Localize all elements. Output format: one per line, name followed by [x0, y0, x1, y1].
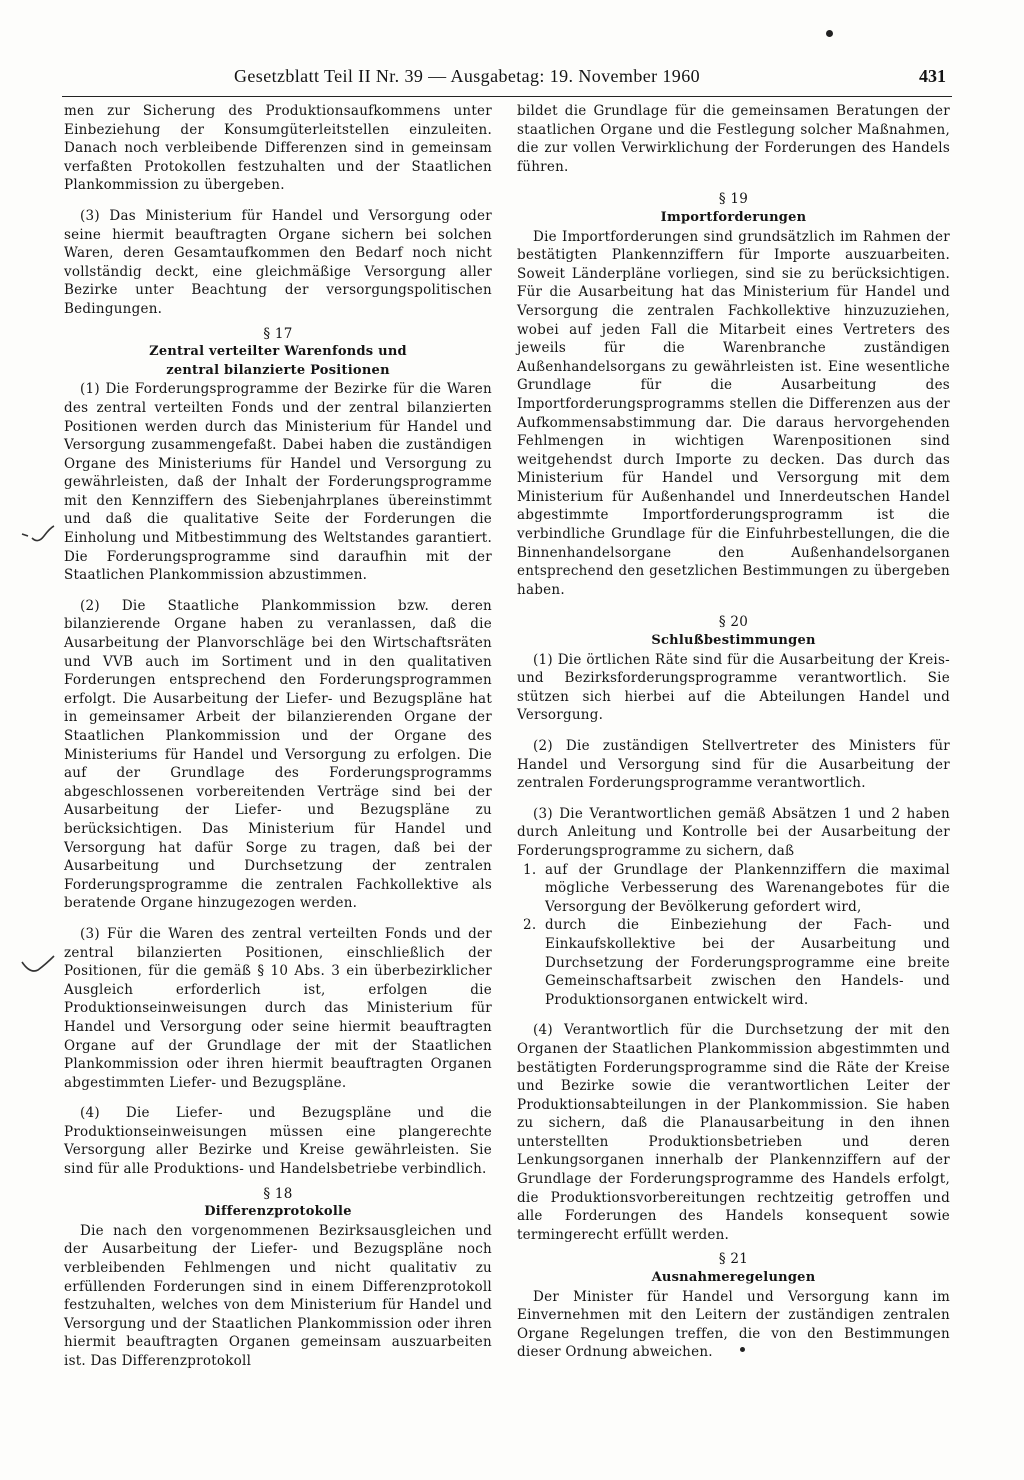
section-17-paragraph-2: (2) Die Staatliche Plankommission bzw. deren bilanzierende Organe haben zu veranlassen, daß die Ausarbeitung der Planvorschläge bei den Wirtschaftsräten und VVB auch im Sortiment und in den qualitativen Forderungen entsprechend den Forderungsprogrammen erfolgt. Die Ausarbeitung der Liefer- und Bezugspläne hat in gemeinsamer Arbeit der bilanzierenden Organe der Staatlichen Plankommission und der Organe des Ministeriums für Handel und Versorgung zu erfolgen. Die auf der Grundlage des Forderungsprogramms abgeschlossenen vorbereitenden Verträge sind bei der Ausarbeitung der Liefer- und Bezugspläne zu berücksichtigen. Das Ministerium für Handel und Versorgung hat dafür Sorge zu tragen, daß bei der Ausarbeitung und Durchsetzung der zentralen Forderungsprogramme die zentralen Fachkollektive als beratende Organe hinzugezogen werden. — [64, 597, 492, 912]
list-item-text: durch die Einbeziehung der Fach- und Einkaufskollektive bei der Ausarbeitung und Durchsetzung der Forderungsprogramme eine breite Gemeinschaftsarbeit zwischen den Handels- und Produktionsorganen entwickelt wird. — [545, 917, 950, 1008]
section-18-paragraph: Die nach den vorgenommenen Bezirksausgleichen und der Ausarbeitung der Liefer- und Bezugspläne noch verbleibenden Fehlmengen und nicht qualitativ zu erfüllenden Forderungen sind in einem Differenzprotokoll festzuhalten, welches von dem Ministerium für Handel und Versorgung und der Staatlichen Plankommission oder ihren hiermit beauftragten Organen gemeinsam auszuarbeiten ist. Das Differenzprotokoll — [64, 1222, 492, 1369]
page-header — [62, 62, 952, 97]
paragraph-continued: men zur Sicherung des Produktionsaufkommens unter Einbeziehung der Konsumgüterleitstellen einzuleiten. Danach noch verbleibende Differenzen sind in gemeinsam verfaßten Protokollen festzuhalten und der Staatlichen Plankommission zu übergeben. — [64, 103, 492, 194]
section-20-number: § 20 — [718, 614, 749, 631]
section-20-paragraph-4: (4) Verantwortlich für die Durchsetzung der mit den Organen der Staatlichen Plankommission abgestimmten und bestätigten Forderungsprogramme sind die Räte der Kreise und Bezirke sowie die verantwortlichen Leiter der Produktionsabteilungen in der Plankommission. Sie haben zu sichern, daß die Planausarbeitung in den ihnen unterstellten Produktionsbetrieben und deren Lenkungsorganen innerhalb der Plankennziffern auf der Grundlage der Forderungsprogramme des Handels erfolgt, die Produktionsvorbereitungen rechtzeitig getroffen und alle Forderungen des Handels konsequent sowie termingerecht erfüllt werden. — [517, 1022, 950, 1243]
section-17-title-line-1: Zentral verteilter Warenfonds und — [149, 344, 407, 360]
section-20-title: Schlußbestimmungen — [651, 633, 816, 649]
list-item — [517, 916, 950, 1009]
section-17-paragraph-4: (4) Die Liefer- und Bezugspläne und die Produktionseinweisungen müssen eine plangerechte Versorgung aller Bezirke und Kreise gewährleisten. Sie sind für alle Produktions- und Handelsbetriebe verbindlich. — [64, 1105, 492, 1178]
section-20-paragraph-2: (2) Die zuständigen Stellvertreter des Ministers für Handel und Versorgung sind für die Ausarbeitung der zentralen Forderungsprogramme verantwortlich. — [517, 738, 950, 792]
section-17-paragraph-1: (1) Die Forderungsprogramme der Bezirke für die Waren des zentral verteilten Fonds und der zentral bilanzierten Positionen werden durch das Ministerium für Handel und Versorgung zusammengefaßt. Dabei haben die zuständigen Organe des Ministeriums für Handel und Versorgung zu gewährleisten, daß der Inhalt der Forderungsprogramme mit den Kennziffern des Siebenjahrplanes übereinstimmt und daß die qualitative Seite der Forderungen die Einholung und Mitbestimmung des Weltstandes garantiert. Die Forderungsprogramme sind daraufhin mit der Staatlichen Plankommission abzustimmen. — [64, 381, 492, 584]
section-21-paragraph: Der Minister für Handel und Versorgung kann im Einvernehmen mit den Leitern der zuständigen zentralen Organe Regelungen treffen, die von den Bestimmungen dieser Ordnung abweichen. — [517, 1288, 950, 1361]
list-item — [517, 861, 950, 917]
section-17-number: § 17 — [263, 325, 293, 342]
list-item-number: 2. — [523, 917, 537, 934]
section-20-paragraph-1: (1) Die örtlichen Räte sind für die Ausarbeitung der Kreis- und Bezirksforderungsprogramme verantwortlich. Sie stützen sich hierbei auf die Abteilungen Handel und Versorgung. — [517, 651, 950, 724]
section-19-number: § 19 — [718, 191, 749, 208]
left-column — [64, 102, 492, 1371]
section-19-title: Importforderungen — [660, 209, 807, 225]
list-item-number: 1. — [523, 861, 537, 878]
margin-check-mark-icon — [18, 950, 58, 980]
section-19-paragraph: Die Importforderungen sind grundsätzlich im Rahmen der bestätigten Plankennziffern für Importe auszuarbeiten. Soweit Länderpläne vorliegen, sind sie zu berücksichtigen. Für die Ausarbeitung hat das Ministerium für Handel und Versorgung die zentralen Fachkollektive hinzuzuziehen, wobei auf jeden Fall die Mitarbeit eines Vertreters des jeweils für die Warenbranche zuständigen Außenhandelsorgans zu gewährleisten ist. Eine wesentliche Grundlage für die Ausarbeitung des Importforderungsprogramms stellen die Differenzen aus der Aufkommensabstimmung dar. Die daraus hervorgehenden Fehlmengen in wichtigen Warenpositionen sind weitgehendst durch Importe zu decken. Das durch das Ministerium für Handel und Versorgung mit dem Ministerium für Außenhandel und Innerdeutschen Handel abgestimmte Importforderungsprogramm ist die verbindliche Grundlage für die Einfuhrbestellungen, die die Binnenhandelsorgane den Außenhandelsorganen entsprechend den gesetzlichen Bestimmungen zu übergeben haben. — [517, 228, 950, 598]
page-number: 431 — [919, 66, 946, 86]
list-item-text: auf der Grundlage der Plankennziffern die maximal mögliche Verbesserung des Warenangebotes für die Versorgung der Bevölkerung gefordert wird, — [545, 861, 950, 915]
section-21-title: Ausnahmeregelungen — [651, 1270, 816, 1286]
right-column — [517, 102, 950, 1362]
section-17-paragraph-3: (3) Für die Waren des zentral verteilten Fonds und der zentral bilanzierten Positionen, einschließlich der Positionen, für die gemäß § 10 Abs. 3 ein überbezirklicher Ausgleich erforderlich ist, erfolgen die Produktionseinweisungen durch das Ministerium für Handel und Versorgung oder seine hiermit beauftragten Organe auf der Grundlage der mit der Staatlichen Plankommission oder ihren hiermit beauftragten Organen abgestimmten Liefer- und Bezugspläne. — [64, 925, 492, 1091]
section-18-title: Differenzprotokolle — [204, 1204, 352, 1220]
header-title: Gesetzblatt Teil II Nr. 39 — Ausgabetag: 19. November 1960 — [234, 66, 701, 86]
section-21-number: § 21 — [718, 1251, 749, 1268]
section-18-number: § 18 — [263, 1185, 293, 1202]
margin-check-mark-icon — [18, 520, 58, 550]
section-17-title-line-2: zentral bilanzierte Positionen — [166, 362, 390, 378]
paragraph-3: (3) Das Ministerium für Handel und Versorgung oder seine hiermit beauftragten Organe sichern bei solchen Waren, deren Gesamtaufkommen den Bedarf noch nicht vollständig deckt, eine gleichmäßige Versorgung aller Bezirke unter Beachtung der versorgungspolitischen Bedingungen. — [64, 207, 492, 317]
print-dot-mark — [826, 30, 833, 37]
section-20-paragraph-3: (3) Die Verantwortlichen gemäß Absätzen 1 und 2 haben durch Anleitung und Kontrolle bei der Ausarbeitung der Forderungsprogramme zu sichern, daß — [517, 805, 950, 859]
print-dot-mark — [740, 1347, 745, 1352]
paragraph-continued: bildet die Grundlage für die gemeinsamen Beratungen der staatlichen Organe und die Festlegung solcher Maßnahmen, die zur vollen Verwirklichung der Forderungen des Handels führen. — [517, 103, 950, 175]
